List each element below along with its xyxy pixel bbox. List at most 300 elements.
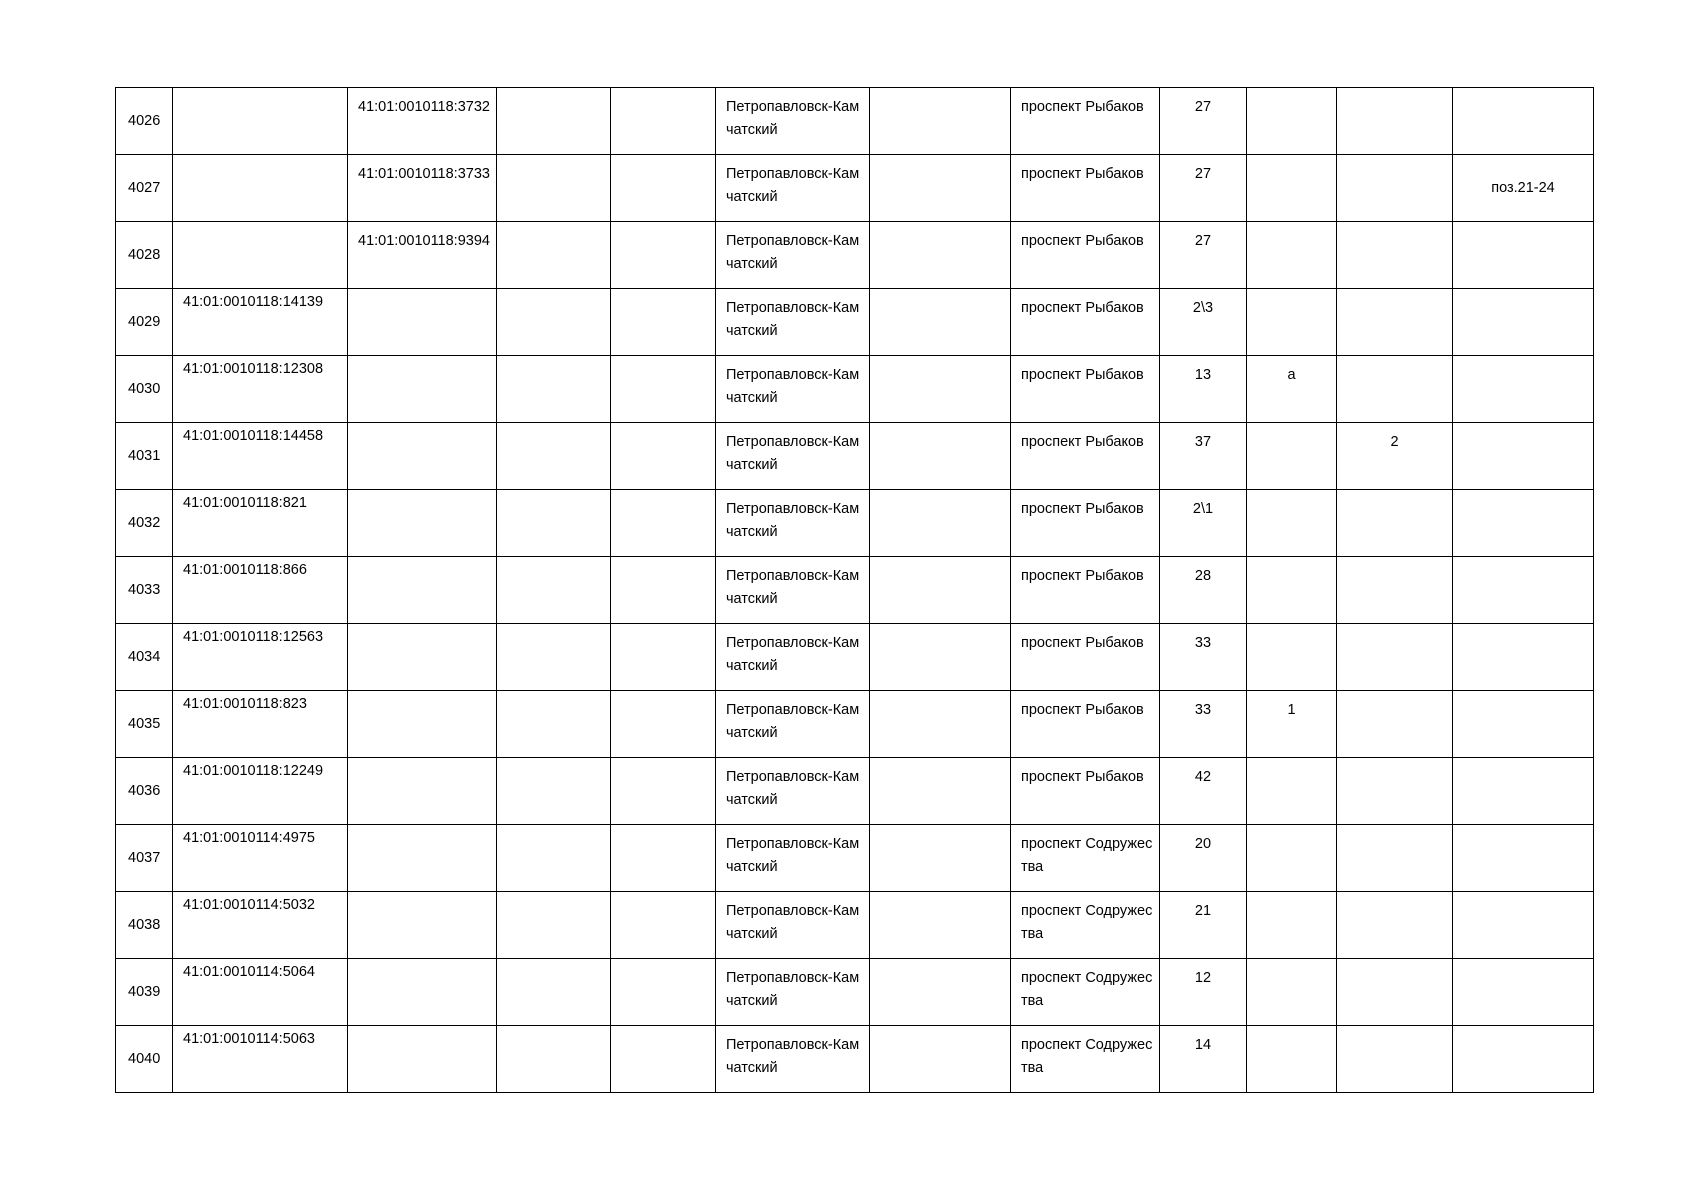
empty-cell xyxy=(870,155,1011,222)
house-number-text: 42 xyxy=(1194,769,1212,785)
building-corpus-text xyxy=(1337,959,1452,967)
street-text: проспект Содружества xyxy=(1021,903,1153,942)
building-cadastral-number-text xyxy=(348,490,496,498)
empty-text xyxy=(870,356,1010,364)
house-number-text: 27 xyxy=(1194,99,1212,115)
building-cadastral-number-cell xyxy=(348,557,497,624)
table-row xyxy=(116,88,1594,155)
building-corpus-cell xyxy=(1337,825,1453,892)
house-letter-cell xyxy=(1247,758,1337,825)
street-cell xyxy=(1011,691,1160,758)
row-number-cell xyxy=(116,959,173,1026)
house-number-text: 27 xyxy=(1194,166,1212,182)
city-cell xyxy=(716,423,870,490)
empty-text xyxy=(611,155,715,163)
house-letter-cell xyxy=(1247,892,1337,959)
row-number-text: 4036 xyxy=(128,782,161,799)
note-cell xyxy=(1453,691,1594,758)
note-cell xyxy=(1453,825,1594,892)
empty-text xyxy=(497,155,610,163)
cadastral-number-text xyxy=(173,88,347,90)
empty-text xyxy=(870,624,1010,632)
house-letter-cell xyxy=(1247,356,1337,423)
row-number-cell xyxy=(116,892,173,959)
table-row xyxy=(116,758,1594,825)
house-letter-text xyxy=(1247,423,1336,431)
empty-text xyxy=(611,490,715,498)
street-cell xyxy=(1011,624,1160,691)
house-number-cell xyxy=(1160,959,1247,1026)
row-number-text: 4035 xyxy=(128,715,161,732)
street-cell xyxy=(1011,892,1160,959)
street-cell xyxy=(1011,423,1160,490)
empty-text xyxy=(611,892,715,900)
building-corpus-text xyxy=(1337,557,1452,565)
city-text: Петропавловск-Камчатский xyxy=(726,970,860,1009)
city-text: Петропавловск-Камчатский xyxy=(726,568,860,607)
street-text: проспект Рыбаков xyxy=(1021,300,1144,316)
house-letter-text: 1 xyxy=(1287,702,1296,718)
row-number-text: 4030 xyxy=(128,380,161,397)
house-number-text: 2\1 xyxy=(1192,501,1214,517)
house-letter-text xyxy=(1247,825,1336,833)
house-letter-text xyxy=(1247,1026,1336,1034)
empty-text xyxy=(870,490,1010,498)
street-cell xyxy=(1011,825,1160,892)
building-cadastral-number-cell xyxy=(348,490,497,557)
cadastral-number-text: 41:01:0010114:5032 xyxy=(183,897,315,913)
street-text: проспект Рыбаков xyxy=(1021,702,1144,718)
empty-text xyxy=(497,1026,610,1034)
empty-cell xyxy=(611,892,716,959)
city-cell xyxy=(716,691,870,758)
empty-text xyxy=(870,557,1010,565)
house-number-cell xyxy=(1160,490,1247,557)
empty-cell xyxy=(611,557,716,624)
street-cell xyxy=(1011,88,1160,155)
building-corpus-cell xyxy=(1337,892,1453,959)
empty-cell xyxy=(870,825,1011,892)
building-cadastral-number-cell xyxy=(348,222,497,289)
street-text: проспект Рыбаков xyxy=(1021,434,1144,450)
empty-text xyxy=(611,758,715,766)
empty-cell xyxy=(870,557,1011,624)
city-cell xyxy=(716,624,870,691)
house-letter-cell xyxy=(1247,423,1337,490)
street-text: проспект Рыбаков xyxy=(1021,233,1144,249)
house-letter-text xyxy=(1247,959,1336,967)
cadastral-number-text: 41:01:0010114:5064 xyxy=(183,964,315,980)
house-number-cell xyxy=(1160,155,1247,222)
empty-text xyxy=(611,222,715,230)
table-row xyxy=(116,155,1594,222)
row-number-cell xyxy=(116,758,173,825)
cadastral-number-text xyxy=(173,222,347,224)
building-cadastral-number-cell xyxy=(348,155,497,222)
building-cadastral-number-text xyxy=(348,758,496,766)
house-number-cell xyxy=(1160,758,1247,825)
cadastral-number-cell xyxy=(173,356,348,423)
table-row xyxy=(116,222,1594,289)
empty-cell xyxy=(611,758,716,825)
house-number-text: 14 xyxy=(1194,1037,1212,1053)
empty-cell xyxy=(611,88,716,155)
city-cell xyxy=(716,959,870,1026)
cadastral-number-text: 41:01:0010114:4975 xyxy=(183,830,315,846)
empty-cell xyxy=(611,691,716,758)
building-corpus-text xyxy=(1337,490,1452,498)
building-corpus-text xyxy=(1337,624,1452,632)
building-cadastral-number-cell xyxy=(348,758,497,825)
address-register-table xyxy=(115,87,1594,1093)
building-corpus-cell xyxy=(1337,356,1453,423)
cadastral-number-text: 41:01:0010118:823 xyxy=(183,696,307,712)
cadastral-number-cell xyxy=(173,825,348,892)
empty-text xyxy=(870,758,1010,766)
house-letter-text xyxy=(1247,88,1336,96)
building-cadastral-number-cell xyxy=(348,289,497,356)
cadastral-number-text: 41:01:0010118:12249 xyxy=(183,763,324,779)
empty-cell xyxy=(870,624,1011,691)
cadastral-number-cell xyxy=(173,758,348,825)
city-text: Петропавловск-Камчатский xyxy=(726,434,860,473)
building-corpus-cell xyxy=(1337,624,1453,691)
city-cell xyxy=(716,825,870,892)
empty-text xyxy=(611,557,715,565)
building-corpus-text xyxy=(1337,1026,1452,1034)
row-number-cell xyxy=(116,88,173,155)
city-text: Петропавловск-Камчатский xyxy=(726,367,860,406)
house-letter-text xyxy=(1247,758,1336,766)
building-cadastral-number-cell xyxy=(348,691,497,758)
building-corpus-text xyxy=(1337,289,1452,297)
note-cell xyxy=(1453,423,1594,490)
street-cell xyxy=(1011,356,1160,423)
row-number-text: 4039 xyxy=(128,983,161,1000)
empty-cell xyxy=(497,88,611,155)
house-number-text: 33 xyxy=(1194,702,1212,718)
building-cadastral-number-text xyxy=(348,624,496,632)
house-number-cell xyxy=(1160,557,1247,624)
house-number-text: 20 xyxy=(1194,836,1212,852)
house-number-cell xyxy=(1160,892,1247,959)
house-number-text: 21 xyxy=(1194,903,1212,919)
note-cell xyxy=(1453,1026,1594,1093)
street-cell xyxy=(1011,490,1160,557)
building-cadastral-number-cell xyxy=(348,88,497,155)
empty-text xyxy=(497,88,610,96)
street-text: проспект Рыбаков xyxy=(1021,367,1144,383)
empty-cell xyxy=(497,892,611,959)
building-cadastral-number-text xyxy=(348,1026,496,1034)
empty-cell xyxy=(497,825,611,892)
empty-text xyxy=(870,155,1010,163)
building-cadastral-number-text: 41:01:0010118:3732 xyxy=(358,99,490,115)
row-number-cell xyxy=(116,1026,173,1093)
row-number-text: 4040 xyxy=(128,1050,161,1067)
empty-text xyxy=(870,423,1010,431)
empty-text xyxy=(611,423,715,431)
empty-cell xyxy=(611,490,716,557)
building-cadastral-number-cell xyxy=(348,423,497,490)
house-letter-cell xyxy=(1247,222,1337,289)
city-cell xyxy=(716,758,870,825)
empty-text xyxy=(870,825,1010,833)
empty-cell xyxy=(611,289,716,356)
empty-cell xyxy=(870,356,1011,423)
cadastral-number-cell xyxy=(173,155,348,222)
cadastral-number-cell xyxy=(173,1026,348,1093)
table-row xyxy=(116,691,1594,758)
table-row xyxy=(116,557,1594,624)
building-corpus-cell xyxy=(1337,423,1453,490)
cadastral-number-cell xyxy=(173,624,348,691)
house-number-text: 13 xyxy=(1194,367,1212,383)
note-cell xyxy=(1453,356,1594,423)
empty-text xyxy=(611,691,715,699)
street-text: проспект Рыбаков xyxy=(1021,769,1144,785)
cadastral-number-text: 41:01:0010118:866 xyxy=(183,562,307,578)
street-cell xyxy=(1011,222,1160,289)
row-number-cell xyxy=(116,289,173,356)
house-number-cell xyxy=(1160,624,1247,691)
cadastral-number-cell xyxy=(173,222,348,289)
table-row xyxy=(116,490,1594,557)
street-text: проспект Рыбаков xyxy=(1021,99,1144,115)
building-cadastral-number-text xyxy=(348,691,496,699)
street-cell xyxy=(1011,758,1160,825)
empty-text xyxy=(497,691,610,699)
building-corpus-cell xyxy=(1337,758,1453,825)
street-text: проспект Содружества xyxy=(1021,1037,1153,1076)
table-row xyxy=(116,423,1594,490)
table-row xyxy=(116,825,1594,892)
city-cell xyxy=(716,356,870,423)
row-number-text: 4032 xyxy=(128,514,161,531)
house-letter-cell xyxy=(1247,155,1337,222)
city-cell xyxy=(716,155,870,222)
row-number-text: 4034 xyxy=(128,648,161,665)
cadastral-number-text: 41:01:0010118:12563 xyxy=(183,629,324,645)
building-corpus-cell xyxy=(1337,88,1453,155)
empty-text xyxy=(870,1026,1010,1034)
table-row xyxy=(116,356,1594,423)
house-number-text: 27 xyxy=(1194,233,1212,249)
empty-text xyxy=(611,1026,715,1034)
house-number-cell xyxy=(1160,825,1247,892)
note-cell xyxy=(1453,289,1594,356)
empty-text xyxy=(870,289,1010,297)
empty-cell xyxy=(497,356,611,423)
building-corpus-text xyxy=(1337,758,1452,766)
house-letter-cell xyxy=(1247,624,1337,691)
cadastral-number-cell xyxy=(173,892,348,959)
city-text: Петропавловск-Камчатский xyxy=(726,635,860,674)
empty-cell xyxy=(497,624,611,691)
building-cadastral-number-text: 41:01:0010118:9394 xyxy=(358,233,490,249)
row-number-text: 4037 xyxy=(128,849,161,866)
city-text: Петропавловск-Камчатский xyxy=(726,99,860,138)
building-corpus-text: 2 xyxy=(1390,434,1399,450)
row-number-text: 4027 xyxy=(128,179,161,196)
city-text: Петропавловск-Камчатский xyxy=(726,836,860,875)
house-letter-text xyxy=(1247,289,1336,297)
city-cell xyxy=(716,289,870,356)
building-corpus-text xyxy=(1337,88,1452,96)
house-letter-cell xyxy=(1247,691,1337,758)
house-letter-text xyxy=(1247,557,1336,565)
street-cell xyxy=(1011,1026,1160,1093)
building-corpus-cell xyxy=(1337,557,1453,624)
table-row xyxy=(116,624,1594,691)
house-letter-cell xyxy=(1247,825,1337,892)
empty-text xyxy=(870,892,1010,900)
house-number-cell xyxy=(1160,423,1247,490)
city-text: Петропавловск-Камчатский xyxy=(726,769,860,808)
city-text: Петропавловск-Камчатский xyxy=(726,233,860,272)
house-letter-text xyxy=(1247,222,1336,230)
cadastral-number-cell xyxy=(173,88,348,155)
street-text: проспект Содружества xyxy=(1021,970,1153,1009)
empty-text xyxy=(870,222,1010,230)
row-number-text: 4029 xyxy=(128,313,161,330)
empty-text xyxy=(870,691,1010,699)
house-number-text: 37 xyxy=(1194,434,1212,450)
empty-text xyxy=(870,959,1010,967)
building-cadastral-number-text xyxy=(348,959,496,967)
empty-cell xyxy=(611,155,716,222)
house-number-text: 12 xyxy=(1194,970,1212,986)
empty-cell xyxy=(497,1026,611,1093)
house-number-text: 28 xyxy=(1194,568,1212,584)
row-number-cell xyxy=(116,557,173,624)
building-cadastral-number-text: 41:01:0010118:3733 xyxy=(358,166,490,182)
cadastral-number-text: 41:01:0010118:821 xyxy=(183,495,307,511)
empty-text xyxy=(497,892,610,900)
empty-cell xyxy=(870,1026,1011,1093)
city-cell xyxy=(716,892,870,959)
building-corpus-text xyxy=(1337,356,1452,364)
note-cell xyxy=(1453,892,1594,959)
city-text: Петропавловск-Камчатский xyxy=(726,903,860,942)
city-cell xyxy=(716,490,870,557)
table-row xyxy=(116,289,1594,356)
building-corpus-text xyxy=(1337,155,1452,163)
building-cadastral-number-text xyxy=(348,356,496,364)
building-cadastral-number-cell xyxy=(348,825,497,892)
city-text: Петропавловск-Камчатский xyxy=(726,1037,860,1076)
empty-cell xyxy=(611,356,716,423)
note-cell xyxy=(1453,624,1594,691)
row-number-cell xyxy=(116,356,173,423)
empty-cell xyxy=(870,758,1011,825)
empty-cell xyxy=(611,624,716,691)
street-text: проспект Рыбаков xyxy=(1021,501,1144,517)
empty-cell xyxy=(497,222,611,289)
house-letter-cell xyxy=(1247,557,1337,624)
table-row xyxy=(116,892,1594,959)
note-cell xyxy=(1453,155,1594,222)
empty-text xyxy=(611,88,715,96)
house-number-text: 2\3 xyxy=(1192,300,1214,316)
cadastral-number-cell xyxy=(173,289,348,356)
house-letter-text xyxy=(1247,624,1336,632)
note-cell xyxy=(1453,959,1594,1026)
empty-cell xyxy=(497,557,611,624)
row-number-cell xyxy=(116,155,173,222)
house-letter-cell xyxy=(1247,1026,1337,1093)
empty-text xyxy=(497,557,610,565)
empty-cell xyxy=(497,758,611,825)
empty-cell xyxy=(497,691,611,758)
empty-cell xyxy=(870,88,1011,155)
house-number-cell xyxy=(1160,222,1247,289)
building-corpus-cell xyxy=(1337,289,1453,356)
note-cell xyxy=(1453,222,1594,289)
city-cell xyxy=(716,557,870,624)
building-corpus-cell xyxy=(1337,490,1453,557)
building-corpus-cell xyxy=(1337,959,1453,1026)
building-cadastral-number-text xyxy=(348,557,496,565)
cadastral-number-text xyxy=(173,155,347,157)
table-row xyxy=(116,1026,1594,1093)
street-text: проспект Рыбаков xyxy=(1021,635,1144,651)
house-letter-text xyxy=(1247,892,1336,900)
building-cadastral-number-cell xyxy=(348,959,497,1026)
row-number-text: 4033 xyxy=(128,581,161,598)
empty-text xyxy=(497,423,610,431)
house-number-cell xyxy=(1160,289,1247,356)
street-text: проспект Рыбаков xyxy=(1021,568,1144,584)
empty-cell xyxy=(611,959,716,1026)
empty-text xyxy=(611,959,715,967)
empty-text xyxy=(497,490,610,498)
house-letter-cell xyxy=(1247,959,1337,1026)
street-cell xyxy=(1011,289,1160,356)
cadastral-number-text: 41:01:0010118:12308 xyxy=(183,361,324,377)
building-corpus-cell xyxy=(1337,1026,1453,1093)
row-number-text: 4031 xyxy=(128,447,161,464)
empty-cell xyxy=(497,959,611,1026)
house-letter-text xyxy=(1247,490,1336,498)
row-number-cell xyxy=(116,423,173,490)
row-number-cell xyxy=(116,825,173,892)
building-cadastral-number-cell xyxy=(348,892,497,959)
empty-cell xyxy=(497,155,611,222)
empty-cell xyxy=(870,892,1011,959)
house-letter-cell xyxy=(1247,289,1337,356)
cadastral-number-text: 41:01:0010118:14139 xyxy=(183,294,324,310)
empty-cell xyxy=(611,222,716,289)
building-cadastral-number-text xyxy=(348,289,496,297)
building-cadastral-number-cell xyxy=(348,1026,497,1093)
city-cell xyxy=(716,1026,870,1093)
empty-text xyxy=(497,222,610,230)
empty-text xyxy=(611,356,715,364)
cadastral-number-cell xyxy=(173,691,348,758)
empty-text xyxy=(497,624,610,632)
empty-text xyxy=(497,356,610,364)
empty-text xyxy=(497,959,610,967)
empty-text xyxy=(497,825,610,833)
city-cell xyxy=(716,88,870,155)
building-cadastral-number-cell xyxy=(348,624,497,691)
empty-text xyxy=(497,758,610,766)
row-number-cell xyxy=(116,222,173,289)
empty-text xyxy=(497,289,610,297)
note-cell xyxy=(1453,490,1594,557)
street-text: проспект Содружества xyxy=(1021,836,1153,875)
